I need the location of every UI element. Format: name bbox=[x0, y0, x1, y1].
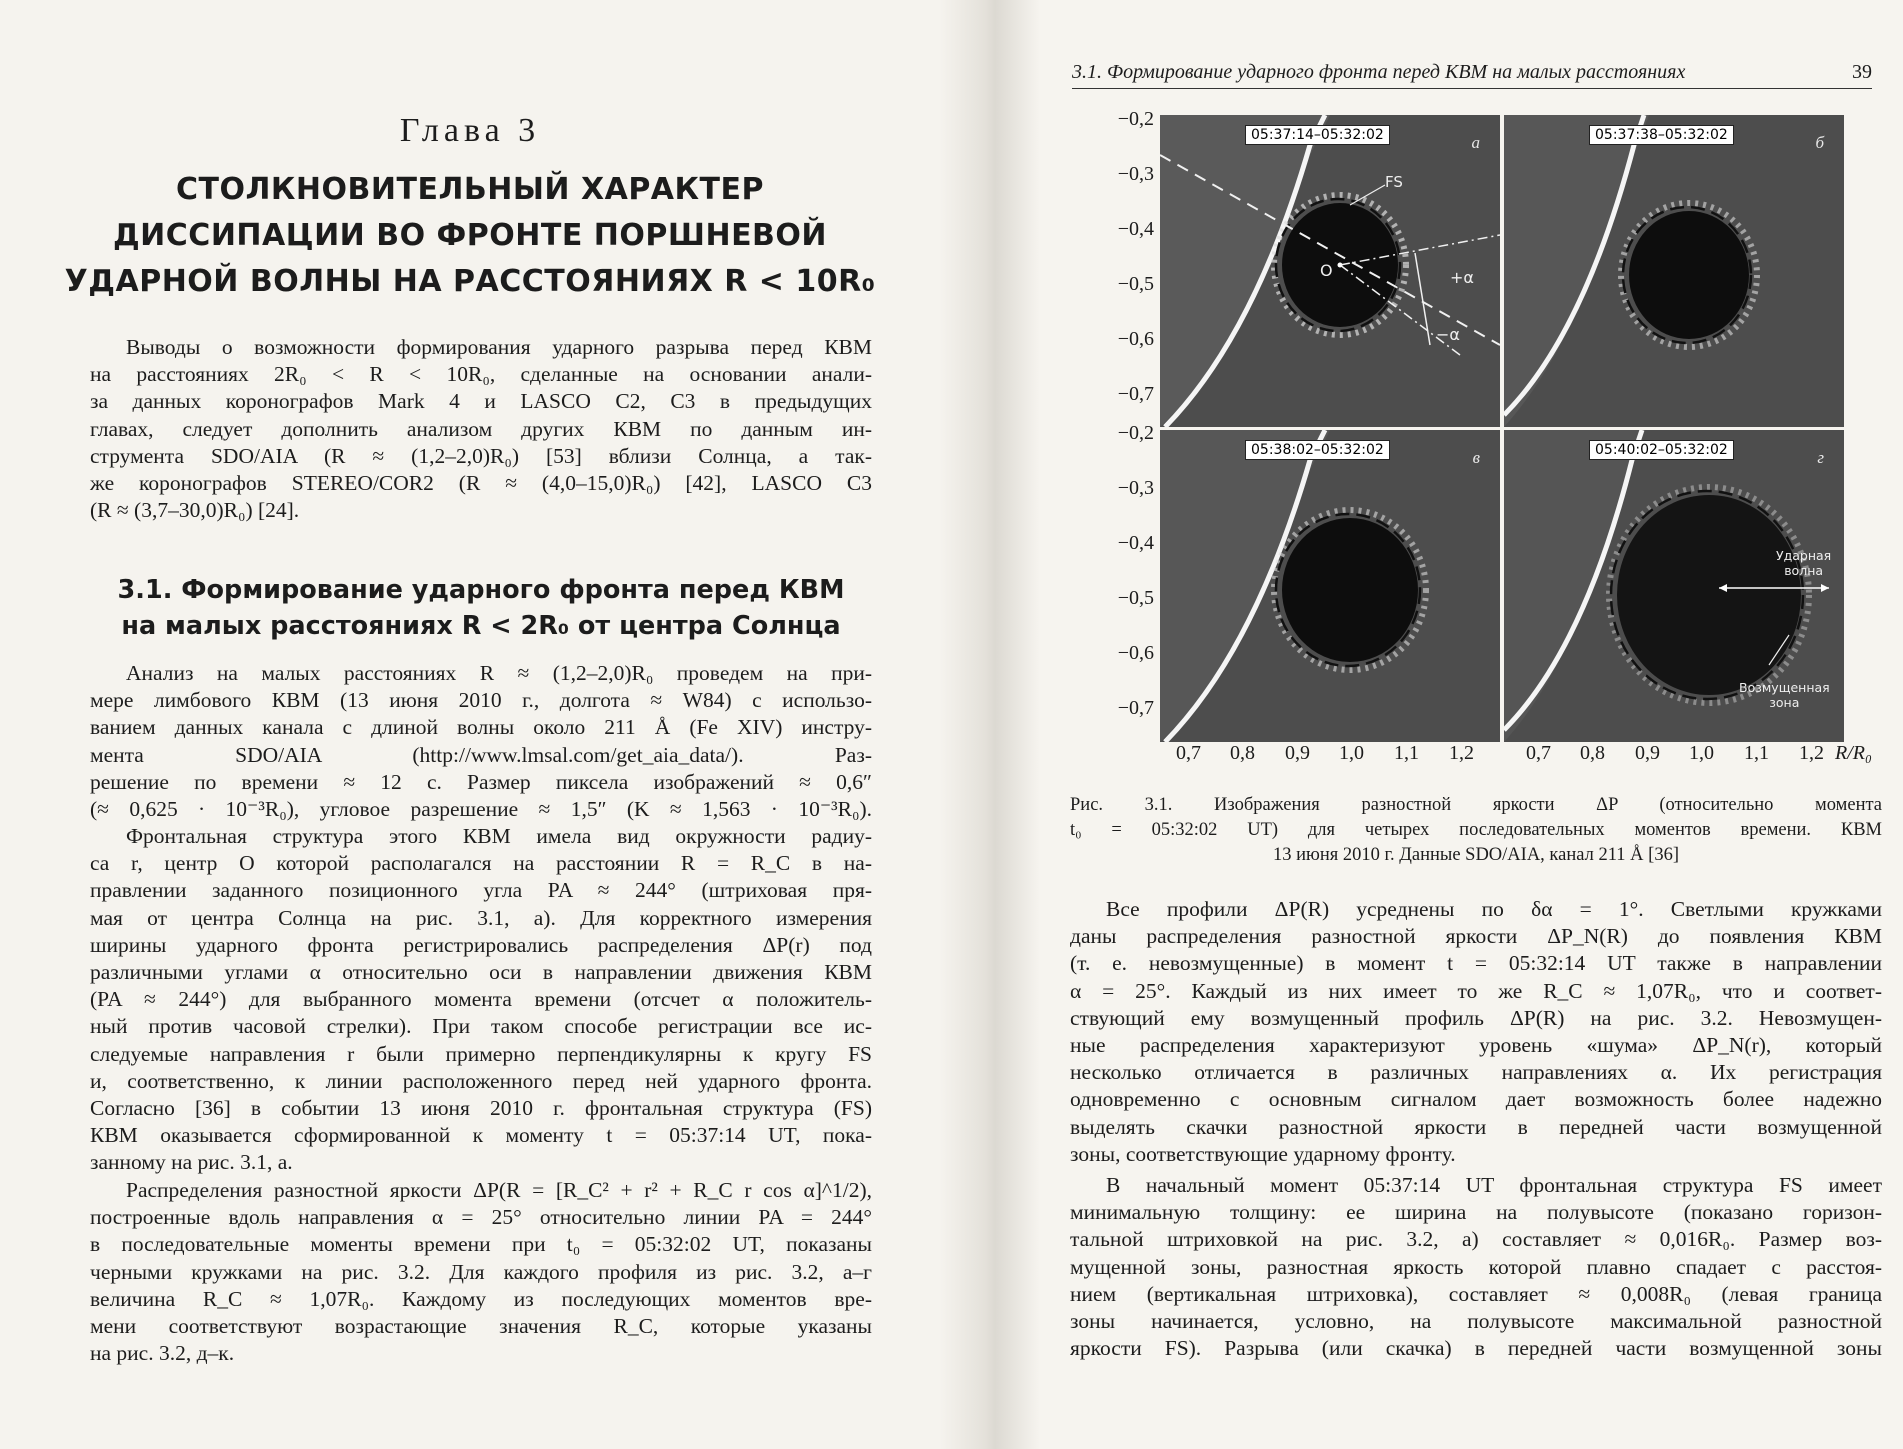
x-tick: 1,2 bbox=[1449, 742, 1474, 764]
book-gutter bbox=[940, 0, 1040, 1449]
text-line: и, соответственно, к линии расположенного перед ней ударного фронта. bbox=[90, 1068, 872, 1093]
text-line: зоны, соответствующие ударному фронту. bbox=[1070, 1141, 1456, 1166]
panel-g bbox=[1504, 430, 1844, 742]
panel-v-image bbox=[1160, 430, 1500, 742]
panel-b bbox=[1504, 115, 1844, 427]
x-tick: 0,7 bbox=[1526, 742, 1551, 764]
text-line: решение по времени ≈ 12 с. Размер пиксела изображений ≈ 0,6″ bbox=[90, 769, 872, 794]
y-tick: −0,4 bbox=[1117, 218, 1154, 240]
shock-wave-label-line: волна bbox=[1784, 563, 1824, 578]
text-line: КВМ оказывается сформированной к моменту t = 05:37:14 UT, пока- bbox=[90, 1123, 872, 1148]
x-tick: 1,1 bbox=[1744, 742, 1769, 764]
text-line: черными кружками на рис. 3.2. Для каждого профиля из рис. 3.2, а–г bbox=[90, 1259, 872, 1284]
text-line: ширины ударного фронта регистрировались распределения ΔP(r) под bbox=[90, 932, 872, 957]
y-tick: −0,4 bbox=[1117, 532, 1154, 554]
text-line: одновременно с основным сигналом дает возможность более надежно bbox=[1070, 1087, 1882, 1112]
text-line: нием (вертикальная штриховка), составляет ≈ 0,008R₀ (левая граница bbox=[1070, 1281, 1882, 1306]
y-tick: −0,3 bbox=[1117, 477, 1154, 499]
text-line: яркости FS). Разрыва (или скачка) в передней части возмущенной зоны bbox=[1070, 1336, 1882, 1361]
x-tick: 1,0 bbox=[1689, 742, 1714, 764]
y-tick: −0,7 bbox=[1117, 697, 1154, 719]
running-head-title: 3.1. Формирование ударного фронта перед КВМ на малых расстояниях bbox=[1072, 61, 1686, 83]
paragraph-2 bbox=[90, 823, 872, 1177]
panel-a bbox=[1160, 115, 1500, 427]
text-line: на расстояниях 2R₀ < R < 10R₀, сделанные на основании анали- bbox=[90, 362, 872, 387]
panel-time-label: 05:37:38–05:32:02 bbox=[1589, 125, 1734, 145]
x-tick: 0,9 bbox=[1285, 742, 1310, 764]
right-paragraph-1 bbox=[1070, 896, 1882, 1168]
text-line: ванием данных канала с длиной волны около 211 Å (Fe XIV) инстру- bbox=[90, 715, 872, 740]
y-tick: −0,2 bbox=[1117, 422, 1154, 444]
panel-letter: г bbox=[1817, 448, 1824, 467]
text-line: мущенной зоны, разностная яркость которой плавно спадает с расстоя- bbox=[1070, 1254, 1882, 1279]
text-line: ствующий ему возмущенный профиль ΔP(R) на рис. 3.2. Невозмущен- bbox=[1070, 1005, 1882, 1030]
text-line: α = 25°. Каждый из них имеет то же R_C ≈ 1,07R₀, что и соответ- bbox=[1070, 978, 1882, 1003]
panel-letter: б bbox=[1815, 133, 1824, 152]
text-line: Согласно [36] в событии 13 июня 2010 г. фронтальная структура (FS) bbox=[90, 1096, 872, 1121]
text-line: построенные вдоль направления α = 25° относительно линии PA = 244° bbox=[90, 1205, 872, 1230]
text-line: Распределения разностной яркости ΔP(R = [R_C² + r² + R_C r cos α]^1/2), bbox=[126, 1178, 872, 1202]
shock-wave-label bbox=[1776, 548, 1831, 578]
text-line: (т. е. невозмущенные) в момент t = 05:32:14 UT также в направлении bbox=[1070, 951, 1882, 976]
chapter-title bbox=[60, 167, 880, 305]
shock-wave-label-line: Ударная bbox=[1776, 548, 1832, 563]
text-line: зоны начинается, условно, на полувысоте максимальной разностной bbox=[1070, 1309, 1882, 1334]
running-head bbox=[1072, 58, 1872, 89]
y-tick: −0,5 bbox=[1117, 587, 1154, 609]
plus-alpha-label: +α bbox=[1450, 268, 1474, 287]
y-tick: −0,3 bbox=[1117, 163, 1154, 185]
text-line: Все профили ΔP(R) усреднены по δα = 1°. Светлыми кружками bbox=[1106, 897, 1882, 921]
disturbed-zone-label-line: Возмущенная bbox=[1739, 680, 1830, 695]
text-line: тальной штриховкой на рис. 3.2, а) составляет ≈ 0,016R₀. Размер воз- bbox=[1070, 1227, 1882, 1252]
text-line: на рис. 3.2, д–к. bbox=[90, 1341, 235, 1366]
panel-time-label: 05:40:02–05:32:02 bbox=[1589, 440, 1734, 460]
text-line: занному на рис. 3.1, а. bbox=[90, 1150, 293, 1175]
y-tick: −0,6 bbox=[1117, 642, 1154, 664]
x-tick: 0,9 bbox=[1635, 742, 1660, 764]
figure-caption bbox=[1070, 793, 1882, 868]
text-line: выделять скачки разностной яркости в передней части возмущенной bbox=[1070, 1114, 1882, 1139]
page-number: 39 bbox=[1852, 61, 1872, 83]
text-line: Анализ на малых расстояниях R ≈ (1,2–2,0)R₀ проведем на при- bbox=[126, 661, 872, 685]
fs-label: FS bbox=[1385, 173, 1403, 191]
panel-time-label: 05:38:02–05:32:02 bbox=[1245, 440, 1390, 460]
y-tick: −0,6 bbox=[1117, 328, 1154, 350]
paragraph-1 bbox=[90, 660, 872, 823]
text-line: правлении заданного позиционного угла PA ≈ 244° (штриховая пря- bbox=[90, 878, 872, 903]
text-line: (R ≈ (3,7–30,0)R₀) [24]. bbox=[90, 498, 300, 523]
text-line: следуемые направления r были примерно перпендикулярны к кругу FS bbox=[90, 1041, 872, 1066]
text-line: несколько отличается в различных направлениях α. Их регистрация bbox=[1070, 1060, 1882, 1085]
x-tick: 0,8 bbox=[1580, 742, 1605, 764]
section-title bbox=[90, 572, 872, 644]
x-axis-label: R/R₀ bbox=[1835, 742, 1872, 764]
text-line: за данных коронографов Mark 4 и LASCO C2, C3 в предыдущих bbox=[90, 389, 872, 414]
text-line: величина R_C ≈ 1,07R₀. Каждому из последующих моментов вре- bbox=[90, 1286, 872, 1311]
text-line: же коронографов STEREO/COR2 (R ≈ (4,0–15,0)R₀) [42], LASCO C3 bbox=[90, 471, 872, 496]
text-line: (PA ≈ 244°) для выбранного момента времени (отсчет α положитель- bbox=[90, 987, 872, 1012]
text-line: мента SDO/AIA (http://www.lmsal.com/get_aia_data/). Раз- bbox=[90, 742, 872, 767]
x-tick: 0,8 bbox=[1230, 742, 1255, 764]
disturbed-zone-label bbox=[1739, 680, 1830, 710]
text-line: Фронтальная структура этого КВМ имела вид окружности радиу- bbox=[126, 824, 872, 848]
y-tick: −0,2 bbox=[1117, 108, 1154, 130]
caption-line: Рис. 3.1. Изображения разностной яркости ΔP (относительно момента bbox=[1070, 795, 1882, 815]
intro-paragraph bbox=[90, 334, 872, 524]
text-line: различными углами α относительно оси в направлении движения КВМ bbox=[90, 960, 872, 985]
disturbed-zone-label-line: зона bbox=[1769, 695, 1800, 710]
text-line: В начальный момент 05:37:14 UT фронтальная структура FS имеет bbox=[1106, 1173, 1882, 1197]
text-line: в последовательные моменты времени при t₀ = 05:32:02 UT, показаны bbox=[90, 1232, 872, 1257]
x-tick: 1,2 bbox=[1799, 742, 1824, 764]
minus-alpha-label: −α bbox=[1436, 325, 1460, 344]
y-tick: −0,5 bbox=[1117, 273, 1154, 295]
text-line: даны распределения разностной яркости ΔP_N(R) до появления КВМ bbox=[1070, 924, 1882, 949]
text-line: струмента SDO/AIA (R ≈ (1,2–2,0)R₀) [53] вблизи Солнца, а так- bbox=[90, 443, 872, 468]
chapter-title-line: СТОЛКНОВИТЕЛЬНЫЙ ХАРАКТЕР bbox=[175, 172, 764, 207]
x-tick: 1,1 bbox=[1394, 742, 1419, 764]
chapter-label: Глава 3 bbox=[399, 112, 541, 149]
section-title-line: на малых расстояниях R < 2R₀ от центра Солнца bbox=[121, 611, 841, 641]
text-line: Выводы о возможности формирования ударного разрыва перед КВМ bbox=[126, 335, 872, 359]
text-line: мени соответствуют возрастающие значения R_C, которые указаны bbox=[90, 1314, 872, 1339]
figure-3-1 bbox=[1072, 102, 1903, 792]
text-line: минимальную толщину: ее ширина на полувысоте (показано горизон- bbox=[1070, 1200, 1882, 1225]
paragraph-3 bbox=[90, 1177, 872, 1367]
text-line: ные распределения характеризуют уровень «шума» ΔP_N(r), который bbox=[1070, 1033, 1882, 1058]
caption-line: 13 июня 2010 г. Данные SDO/AIA, канал 211 Å [36] bbox=[1273, 845, 1679, 865]
right-page bbox=[1040, 0, 1903, 1449]
center-o-label: O bbox=[1320, 261, 1333, 280]
left-page bbox=[0, 0, 940, 1449]
text-line: главах, следует дополнить анализом других КВМ по данным ин- bbox=[90, 416, 872, 441]
right-paragraph-2 bbox=[1070, 1172, 1882, 1362]
text-line: ный против часовой стрелки). При таком способе регистрации все ис- bbox=[90, 1014, 872, 1039]
panel-letter: а bbox=[1471, 133, 1480, 152]
text-line: мая от центра Солнца на рис. 3.1, а). Для корректного измерения bbox=[90, 905, 872, 930]
text-line: (≈ 0,625 · 10⁻³R₀), угловое разрешение ≈ 1,5″ (K ≈ 1,563 · 10⁻³R₀). bbox=[90, 797, 872, 822]
panel-v bbox=[1160, 430, 1500, 742]
text-line: мере лимбового КВМ (13 июня 2010 г., долгота ≈ W84) с использо- bbox=[90, 688, 872, 713]
chapter-title-line: УДАРНОЙ ВОЛНЫ НА РАССТОЯНИЯХ R < 10R₀ bbox=[64, 264, 876, 299]
text-line: са r, центр O которой располагался на расстоянии R = R_C в на- bbox=[90, 851, 872, 876]
x-tick: 1,0 bbox=[1339, 742, 1364, 764]
chapter-title-line: ДИССИПАЦИИ ВО ФРОНТЕ ПОРШНЕВОЙ bbox=[112, 218, 828, 253]
caption-line: t₀ = 05:32:02 UT) для четырех последовательных моментов времени. КВМ bbox=[1070, 820, 1882, 840]
x-tick: 0,7 bbox=[1176, 742, 1201, 764]
panel-letter: в bbox=[1472, 448, 1480, 467]
panel-b-image bbox=[1504, 115, 1844, 427]
y-tick: −0,7 bbox=[1117, 383, 1154, 405]
section-title-line: 3.1. Формирование ударного фронта перед КВМ bbox=[117, 575, 845, 605]
panel-time-label: 05:37:14–05:32:02 bbox=[1245, 125, 1390, 145]
